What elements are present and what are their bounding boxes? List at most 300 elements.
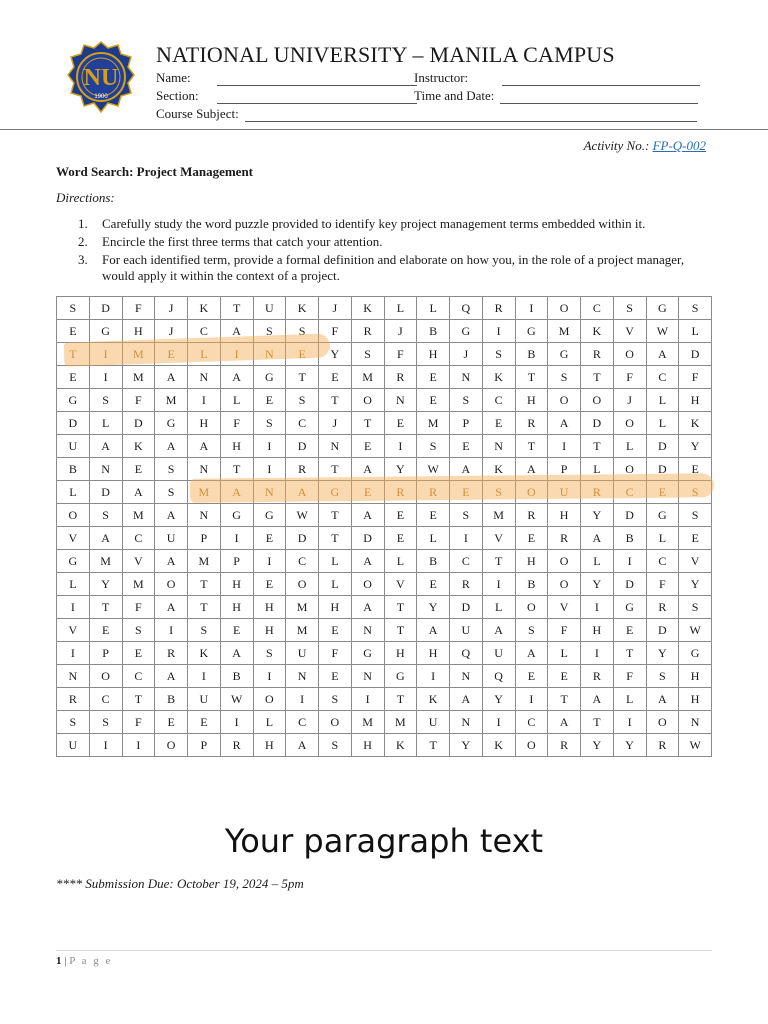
grid-cell[interactable]: P bbox=[188, 527, 221, 550]
grid-cell[interactable]: L bbox=[417, 527, 450, 550]
grid-cell[interactable]: N bbox=[351, 619, 384, 642]
grid-cell[interactable]: O bbox=[548, 550, 581, 573]
grid-cell[interactable]: N bbox=[253, 343, 286, 366]
grid-cell[interactable]: E bbox=[417, 573, 450, 596]
grid-cell[interactable]: F bbox=[220, 412, 253, 435]
section-input-line[interactable] bbox=[217, 91, 417, 104]
grid-cell[interactable]: W bbox=[679, 734, 712, 757]
grid-cell[interactable]: A bbox=[188, 435, 221, 458]
grid-cell[interactable]: I bbox=[188, 665, 221, 688]
grid-cell[interactable]: M bbox=[351, 366, 384, 389]
grid-cell[interactable]: R bbox=[384, 366, 417, 389]
grid-cell[interactable]: E bbox=[515, 527, 548, 550]
grid-cell[interactable]: V bbox=[679, 550, 712, 573]
grid-cell[interactable]: R bbox=[548, 734, 581, 757]
grid-cell[interactable]: Q bbox=[482, 665, 515, 688]
grid-cell[interactable]: S bbox=[679, 481, 712, 504]
grid-cell[interactable]: C bbox=[286, 412, 319, 435]
grid-cell[interactable]: H bbox=[515, 389, 548, 412]
grid-cell[interactable]: T bbox=[286, 366, 319, 389]
grid-cell[interactable]: R bbox=[646, 596, 679, 619]
grid-cell[interactable]: O bbox=[548, 297, 581, 320]
grid-cell[interactable]: L bbox=[581, 550, 614, 573]
grid-cell[interactable]: C bbox=[286, 550, 319, 573]
grid-cell[interactable]: H bbox=[220, 435, 253, 458]
grid-cell[interactable]: S bbox=[286, 389, 319, 412]
grid-cell[interactable]: I bbox=[351, 688, 384, 711]
grid-cell[interactable]: M bbox=[188, 550, 221, 573]
grid-cell[interactable]: H bbox=[220, 596, 253, 619]
grid-cell[interactable]: A bbox=[286, 481, 319, 504]
grid-cell[interactable]: I bbox=[417, 665, 450, 688]
grid-cell[interactable]: N bbox=[188, 458, 221, 481]
grid-cell[interactable]: V bbox=[122, 550, 155, 573]
grid-cell[interactable]: Y bbox=[581, 573, 614, 596]
grid-cell[interactable]: P bbox=[89, 642, 122, 665]
grid-cell[interactable]: Y bbox=[482, 688, 515, 711]
grid-cell[interactable]: R bbox=[417, 481, 450, 504]
grid-cell[interactable]: I bbox=[548, 435, 581, 458]
grid-cell[interactable]: Y bbox=[679, 573, 712, 596]
grid-cell[interactable]: S bbox=[417, 435, 450, 458]
grid-cell[interactable]: I bbox=[286, 688, 319, 711]
grid-cell[interactable]: C bbox=[646, 366, 679, 389]
grid-cell[interactable]: K bbox=[482, 458, 515, 481]
grid-cell[interactable]: A bbox=[220, 320, 253, 343]
grid-cell[interactable]: G bbox=[253, 366, 286, 389]
grid-cell[interactable]: E bbox=[679, 527, 712, 550]
grid-cell[interactable]: U bbox=[286, 642, 319, 665]
grid-cell[interactable]: E bbox=[122, 642, 155, 665]
grid-cell[interactable]: O bbox=[253, 688, 286, 711]
grid-cell[interactable]: R bbox=[286, 458, 319, 481]
grid-cell[interactable]: A bbox=[548, 412, 581, 435]
grid-cell[interactable]: S bbox=[253, 320, 286, 343]
grid-cell[interactable]: T bbox=[515, 435, 548, 458]
grid-cell[interactable]: M bbox=[351, 711, 384, 734]
grid-cell[interactable]: B bbox=[57, 458, 90, 481]
grid-cell[interactable]: J bbox=[450, 343, 483, 366]
grid-cell[interactable]: A bbox=[155, 504, 188, 527]
grid-cell[interactable]: D bbox=[646, 619, 679, 642]
grid-cell[interactable]: E bbox=[679, 458, 712, 481]
grid-cell[interactable]: E bbox=[57, 366, 90, 389]
grid-cell[interactable]: I bbox=[450, 527, 483, 550]
grid-cell[interactable]: C bbox=[450, 550, 483, 573]
grid-cell[interactable]: H bbox=[679, 688, 712, 711]
grid-cell[interactable]: L bbox=[89, 412, 122, 435]
grid-cell[interactable]: T bbox=[581, 435, 614, 458]
grid-cell[interactable]: M bbox=[417, 412, 450, 435]
grid-cell[interactable]: G bbox=[57, 550, 90, 573]
grid-cell[interactable]: O bbox=[515, 734, 548, 757]
grid-cell[interactable]: A bbox=[581, 688, 614, 711]
grid-cell[interactable]: H bbox=[253, 734, 286, 757]
grid-cell[interactable]: A bbox=[220, 642, 253, 665]
grid-cell[interactable]: H bbox=[548, 504, 581, 527]
grid-cell[interactable]: E bbox=[155, 711, 188, 734]
grid-cell[interactable]: E bbox=[253, 389, 286, 412]
grid-cell[interactable]: C bbox=[89, 688, 122, 711]
grid-cell[interactable]: U bbox=[548, 481, 581, 504]
grid-cell[interactable]: E bbox=[57, 320, 90, 343]
grid-cell[interactable]: O bbox=[548, 389, 581, 412]
grid-cell[interactable]: R bbox=[155, 642, 188, 665]
grid-cell[interactable]: S bbox=[57, 711, 90, 734]
grid-cell[interactable]: I bbox=[253, 435, 286, 458]
grid-cell[interactable]: E bbox=[417, 504, 450, 527]
grid-cell[interactable]: K bbox=[417, 688, 450, 711]
grid-cell[interactable]: S bbox=[155, 458, 188, 481]
grid-cell[interactable]: H bbox=[581, 619, 614, 642]
grid-cell[interactable]: F bbox=[319, 642, 352, 665]
grid-cell[interactable]: E bbox=[646, 481, 679, 504]
grid-cell[interactable]: C bbox=[286, 711, 319, 734]
grid-cell[interactable]: G bbox=[220, 504, 253, 527]
grid-cell[interactable]: J bbox=[384, 320, 417, 343]
grid-cell[interactable]: K bbox=[122, 435, 155, 458]
grid-cell[interactable]: H bbox=[679, 389, 712, 412]
grid-cell[interactable]: Y bbox=[581, 734, 614, 757]
grid-cell[interactable]: M bbox=[286, 619, 319, 642]
grid-cell[interactable]: C bbox=[188, 320, 221, 343]
grid-cell[interactable]: I bbox=[253, 550, 286, 573]
grid-cell[interactable]: U bbox=[482, 642, 515, 665]
grid-cell[interactable]: E bbox=[613, 619, 646, 642]
grid-cell[interactable]: L bbox=[319, 550, 352, 573]
grid-cell[interactable]: U bbox=[253, 297, 286, 320]
grid-cell[interactable]: N bbox=[89, 458, 122, 481]
grid-cell[interactable]: U bbox=[450, 619, 483, 642]
grid-cell[interactable]: E bbox=[450, 435, 483, 458]
grid-cell[interactable]: K bbox=[351, 297, 384, 320]
grid-cell[interactable]: L bbox=[57, 481, 90, 504]
grid-cell[interactable]: T bbox=[384, 596, 417, 619]
grid-cell[interactable]: N bbox=[351, 665, 384, 688]
grid-cell[interactable]: A bbox=[155, 665, 188, 688]
grid-cell[interactable]: C bbox=[122, 665, 155, 688]
grid-cell[interactable]: L bbox=[482, 596, 515, 619]
grid-cell[interactable]: O bbox=[613, 343, 646, 366]
grid-cell[interactable]: E bbox=[548, 665, 581, 688]
grid-cell[interactable]: N bbox=[482, 435, 515, 458]
grid-cell[interactable]: F bbox=[122, 711, 155, 734]
grid-cell[interactable]: D bbox=[613, 504, 646, 527]
grid-cell[interactable]: I bbox=[482, 711, 515, 734]
grid-cell[interactable]: E bbox=[417, 389, 450, 412]
grid-cell[interactable]: S bbox=[613, 297, 646, 320]
grid-cell[interactable]: D bbox=[89, 481, 122, 504]
grid-cell[interactable]: B bbox=[515, 573, 548, 596]
activity-code-link[interactable]: FP-Q-002 bbox=[652, 138, 706, 153]
grid-cell[interactable]: U bbox=[155, 527, 188, 550]
grid-cell[interactable]: G bbox=[515, 320, 548, 343]
grid-cell[interactable]: I bbox=[482, 320, 515, 343]
grid-cell[interactable]: O bbox=[515, 596, 548, 619]
grid-cell[interactable]: G bbox=[646, 504, 679, 527]
grid-cell[interactable]: A bbox=[155, 596, 188, 619]
grid-cell[interactable]: A bbox=[450, 688, 483, 711]
grid-cell[interactable]: I bbox=[482, 573, 515, 596]
grid-cell[interactable]: L bbox=[384, 297, 417, 320]
grid-cell[interactable]: B bbox=[613, 527, 646, 550]
grid-cell[interactable]: L bbox=[188, 343, 221, 366]
grid-cell[interactable]: M bbox=[89, 550, 122, 573]
grid-cell[interactable]: M bbox=[482, 504, 515, 527]
grid-cell[interactable]: U bbox=[57, 435, 90, 458]
grid-cell[interactable]: E bbox=[253, 527, 286, 550]
grid-cell[interactable]: V bbox=[548, 596, 581, 619]
grid-cell[interactable]: O bbox=[319, 711, 352, 734]
grid-cell[interactable]: H bbox=[220, 573, 253, 596]
grid-cell[interactable]: D bbox=[450, 596, 483, 619]
grid-cell[interactable]: H bbox=[417, 343, 450, 366]
grid-cell[interactable]: G bbox=[89, 320, 122, 343]
grid-cell[interactable]: I bbox=[89, 366, 122, 389]
grid-cell[interactable]: U bbox=[417, 711, 450, 734]
grid-cell[interactable]: O bbox=[57, 504, 90, 527]
grid-cell[interactable]: S bbox=[286, 320, 319, 343]
grid-cell[interactable]: S bbox=[482, 481, 515, 504]
time-date-input-line[interactable] bbox=[500, 91, 698, 104]
grid-cell[interactable]: W bbox=[417, 458, 450, 481]
grid-cell[interactable]: G bbox=[155, 412, 188, 435]
grid-cell[interactable]: K bbox=[482, 734, 515, 757]
grid-cell[interactable]: I bbox=[581, 642, 614, 665]
grid-cell[interactable]: J bbox=[319, 412, 352, 435]
grid-cell[interactable]: E bbox=[319, 619, 352, 642]
grid-cell[interactable]: S bbox=[679, 297, 712, 320]
grid-cell[interactable]: F bbox=[319, 320, 352, 343]
grid-cell[interactable]: S bbox=[482, 343, 515, 366]
grid-cell[interactable]: M bbox=[384, 711, 417, 734]
grid-cell[interactable]: T bbox=[515, 366, 548, 389]
grid-cell[interactable]: E bbox=[286, 343, 319, 366]
grid-cell[interactable]: N bbox=[188, 366, 221, 389]
grid-cell[interactable]: D bbox=[286, 527, 319, 550]
grid-cell[interactable]: L bbox=[679, 320, 712, 343]
grid-cell[interactable]: D bbox=[122, 412, 155, 435]
grid-cell[interactable]: O bbox=[613, 412, 646, 435]
grid-cell[interactable]: L bbox=[646, 412, 679, 435]
grid-cell[interactable]: T bbox=[581, 366, 614, 389]
grid-cell[interactable]: A bbox=[351, 596, 384, 619]
grid-cell[interactable]: C bbox=[646, 550, 679, 573]
grid-cell[interactable]: E bbox=[515, 665, 548, 688]
grid-cell[interactable]: T bbox=[188, 573, 221, 596]
grid-cell[interactable]: I bbox=[253, 458, 286, 481]
grid-cell[interactable]: S bbox=[188, 619, 221, 642]
grid-cell[interactable]: S bbox=[253, 412, 286, 435]
grid-cell[interactable]: S bbox=[646, 665, 679, 688]
grid-cell[interactable]: S bbox=[253, 642, 286, 665]
grid-cell[interactable]: O bbox=[155, 573, 188, 596]
grid-cell[interactable]: I bbox=[57, 596, 90, 619]
grid-cell[interactable]: O bbox=[351, 573, 384, 596]
grid-cell[interactable]: D bbox=[57, 412, 90, 435]
grid-cell[interactable]: R bbox=[515, 412, 548, 435]
grid-cell[interactable]: C bbox=[122, 527, 155, 550]
grid-cell[interactable]: N bbox=[319, 435, 352, 458]
grid-cell[interactable]: A bbox=[220, 366, 253, 389]
grid-cell[interactable]: G bbox=[679, 642, 712, 665]
grid-cell[interactable]: T bbox=[613, 642, 646, 665]
grid-cell[interactable]: F bbox=[548, 619, 581, 642]
grid-cell[interactable]: I bbox=[253, 665, 286, 688]
grid-cell[interactable]: A bbox=[155, 366, 188, 389]
grid-cell[interactable]: I bbox=[57, 642, 90, 665]
grid-cell[interactable]: E bbox=[220, 619, 253, 642]
grid-cell[interactable]: R bbox=[581, 343, 614, 366]
grid-cell[interactable]: T bbox=[319, 527, 352, 550]
grid-cell[interactable]: I bbox=[515, 688, 548, 711]
grid-cell[interactable]: R bbox=[548, 527, 581, 550]
grid-cell[interactable]: I bbox=[515, 297, 548, 320]
grid-cell[interactable]: M bbox=[548, 320, 581, 343]
grid-cell[interactable]: S bbox=[89, 504, 122, 527]
grid-cell[interactable]: F bbox=[122, 297, 155, 320]
grid-cell[interactable]: T bbox=[384, 619, 417, 642]
grid-cell[interactable]: E bbox=[351, 481, 384, 504]
grid-cell[interactable]: A bbox=[155, 550, 188, 573]
grid-cell[interactable]: P bbox=[450, 412, 483, 435]
grid-cell[interactable]: W bbox=[286, 504, 319, 527]
grid-cell[interactable]: C bbox=[515, 711, 548, 734]
grid-cell[interactable]: M bbox=[122, 504, 155, 527]
grid-cell[interactable]: K bbox=[188, 642, 221, 665]
grid-cell[interactable]: P bbox=[188, 734, 221, 757]
grid-cell[interactable]: L bbox=[417, 297, 450, 320]
grid-cell[interactable]: T bbox=[122, 688, 155, 711]
grid-cell[interactable]: I bbox=[188, 389, 221, 412]
grid-cell[interactable]: U bbox=[188, 688, 221, 711]
grid-cell[interactable]: J bbox=[613, 389, 646, 412]
grid-cell[interactable]: H bbox=[253, 619, 286, 642]
grid-cell[interactable]: S bbox=[155, 481, 188, 504]
grid-cell[interactable]: W bbox=[646, 320, 679, 343]
grid-cell[interactable]: A bbox=[417, 619, 450, 642]
grid-cell[interactable]: D bbox=[613, 573, 646, 596]
grid-cell[interactable]: F bbox=[613, 366, 646, 389]
grid-cell[interactable]: E bbox=[417, 366, 450, 389]
grid-cell[interactable]: F bbox=[384, 343, 417, 366]
grid-cell[interactable]: S bbox=[319, 734, 352, 757]
grid-cell[interactable]: E bbox=[351, 435, 384, 458]
grid-cell[interactable]: Y bbox=[613, 734, 646, 757]
grid-cell[interactable]: P bbox=[220, 550, 253, 573]
grid-cell[interactable]: Y bbox=[384, 458, 417, 481]
grid-cell[interactable]: O bbox=[646, 711, 679, 734]
grid-cell[interactable]: R bbox=[646, 734, 679, 757]
grid-cell[interactable]: N bbox=[188, 504, 221, 527]
grid-cell[interactable]: N bbox=[679, 711, 712, 734]
grid-cell[interactable]: B bbox=[515, 343, 548, 366]
grid-cell[interactable]: I bbox=[220, 527, 253, 550]
grid-cell[interactable]: G bbox=[384, 665, 417, 688]
grid-cell[interactable]: Y bbox=[450, 734, 483, 757]
grid-cell[interactable]: N bbox=[286, 665, 319, 688]
grid-cell[interactable]: T bbox=[351, 412, 384, 435]
grid-cell[interactable]: J bbox=[155, 320, 188, 343]
grid-cell[interactable]: E bbox=[155, 343, 188, 366]
grid-cell[interactable]: F bbox=[646, 573, 679, 596]
grid-cell[interactable]: Y bbox=[646, 642, 679, 665]
grid-cell[interactable]: H bbox=[188, 412, 221, 435]
grid-cell[interactable]: E bbox=[319, 665, 352, 688]
grid-cell[interactable]: L bbox=[581, 458, 614, 481]
grid-cell[interactable]: T bbox=[319, 504, 352, 527]
grid-cell[interactable]: S bbox=[351, 343, 384, 366]
grid-cell[interactable]: R bbox=[57, 688, 90, 711]
grid-cell[interactable]: D bbox=[646, 435, 679, 458]
grid-cell[interactable]: M bbox=[122, 366, 155, 389]
grid-cell[interactable]: K bbox=[482, 366, 515, 389]
grid-cell[interactable]: L bbox=[319, 573, 352, 596]
grid-cell[interactable]: O bbox=[89, 665, 122, 688]
grid-cell[interactable]: A bbox=[351, 458, 384, 481]
grid-cell[interactable]: E bbox=[188, 711, 221, 734]
grid-cell[interactable]: E bbox=[122, 458, 155, 481]
grid-cell[interactable]: H bbox=[384, 642, 417, 665]
grid-cell[interactable]: S bbox=[57, 297, 90, 320]
grid-cell[interactable]: Y bbox=[417, 596, 450, 619]
grid-cell[interactable]: R bbox=[515, 504, 548, 527]
grid-cell[interactable]: N bbox=[253, 481, 286, 504]
grid-cell[interactable]: W bbox=[220, 688, 253, 711]
grid-cell[interactable]: O bbox=[613, 458, 646, 481]
grid-cell[interactable]: R bbox=[450, 573, 483, 596]
grid-cell[interactable]: T bbox=[548, 688, 581, 711]
grid-cell[interactable]: T bbox=[188, 596, 221, 619]
grid-cell[interactable]: H bbox=[679, 665, 712, 688]
grid-cell[interactable]: D bbox=[679, 343, 712, 366]
grid-cell[interactable]: Y bbox=[319, 343, 352, 366]
grid-cell[interactable]: I bbox=[220, 343, 253, 366]
grid-cell[interactable]: K bbox=[188, 297, 221, 320]
grid-cell[interactable]: E bbox=[89, 619, 122, 642]
grid-cell[interactable]: T bbox=[384, 688, 417, 711]
grid-cell[interactable]: L bbox=[253, 711, 286, 734]
grid-cell[interactable]: L bbox=[384, 550, 417, 573]
grid-cell[interactable]: E bbox=[253, 573, 286, 596]
grid-cell[interactable]: A bbox=[548, 711, 581, 734]
grid-cell[interactable]: I bbox=[384, 435, 417, 458]
grid-cell[interactable]: K bbox=[384, 734, 417, 757]
grid-cell[interactable]: A bbox=[515, 458, 548, 481]
grid-cell[interactable]: L bbox=[613, 435, 646, 458]
grid-cell[interactable]: O bbox=[286, 573, 319, 596]
grid-cell[interactable]: I bbox=[613, 711, 646, 734]
grid-cell[interactable]: E bbox=[384, 527, 417, 550]
grid-cell[interactable]: E bbox=[384, 504, 417, 527]
grid-cell[interactable]: N bbox=[450, 665, 483, 688]
grid-cell[interactable]: V bbox=[57, 527, 90, 550]
grid-cell[interactable]: S bbox=[122, 619, 155, 642]
grid-cell[interactable]: D bbox=[286, 435, 319, 458]
grid-cell[interactable]: E bbox=[450, 481, 483, 504]
grid-cell[interactable]: A bbox=[482, 619, 515, 642]
grid-cell[interactable]: A bbox=[220, 481, 253, 504]
grid-cell[interactable]: A bbox=[646, 688, 679, 711]
grid-cell[interactable]: S bbox=[89, 389, 122, 412]
grid-cell[interactable]: T bbox=[319, 389, 352, 412]
grid-cell[interactable]: M bbox=[155, 389, 188, 412]
grid-cell[interactable]: N bbox=[57, 665, 90, 688]
grid-cell[interactable]: L bbox=[220, 389, 253, 412]
grid-cell[interactable]: H bbox=[351, 734, 384, 757]
grid-cell[interactable]: Y bbox=[581, 504, 614, 527]
grid-cell[interactable]: C bbox=[613, 481, 646, 504]
